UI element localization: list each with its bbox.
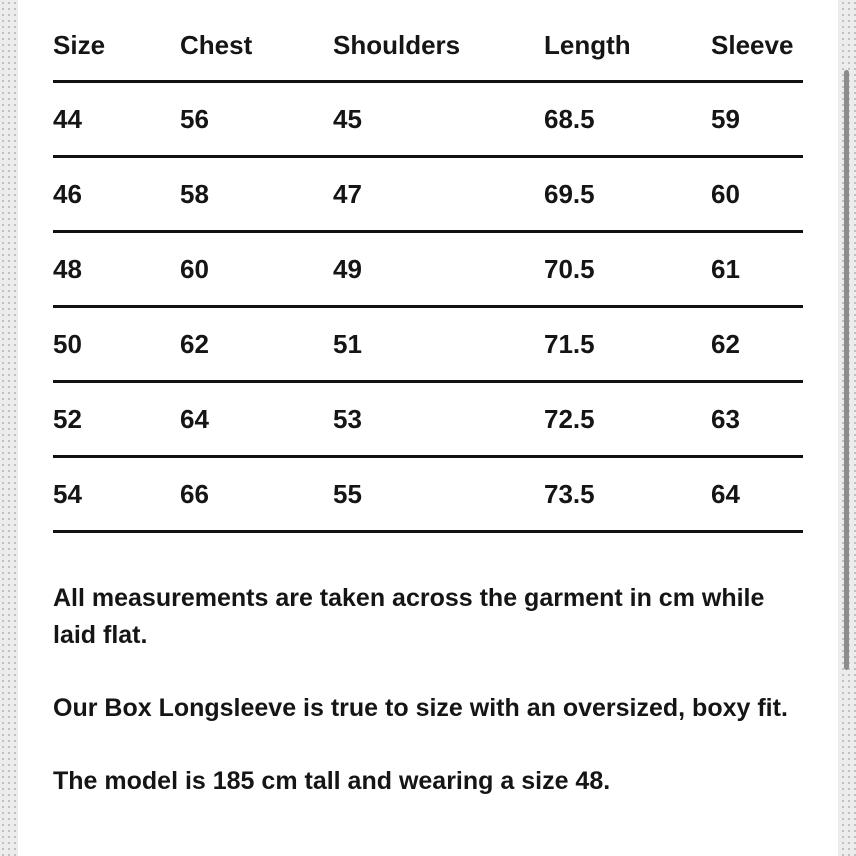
cell-size: 52 (53, 403, 82, 434)
model-note: The model is 185 cm tall and wearing a size 48. (53, 767, 611, 795)
size-notes (53, 580, 813, 836)
cell-sleeve: 60 (711, 178, 740, 209)
size-chart-table (53, 10, 803, 533)
cell-sleeve: 61 (711, 253, 740, 284)
table-row (53, 308, 803, 383)
cell-sleeve: 64 (711, 478, 740, 509)
cell-shoulders: 49 (333, 253, 362, 284)
header-chest: Chest (180, 29, 253, 60)
cell-chest: 58 (180, 178, 209, 209)
cell-chest: 56 (180, 103, 209, 134)
header-sleeve: Sleeve (711, 29, 794, 60)
header-length: Length (544, 29, 631, 60)
cell-shoulders: 47 (333, 178, 362, 209)
cell-chest: 66 (180, 478, 209, 509)
cell-size: 50 (53, 328, 82, 359)
cell-size: 44 (53, 103, 82, 134)
cell-length: 73.5 (544, 478, 595, 509)
cell-shoulders: 53 (333, 403, 362, 434)
cell-sleeve: 59 (711, 103, 740, 134)
table-row (53, 458, 803, 533)
table-row (53, 233, 803, 308)
cell-shoulders: 45 (333, 103, 362, 134)
cell-chest: 62 (180, 328, 209, 359)
table-row (53, 83, 803, 158)
cell-length: 71.5 (544, 328, 595, 359)
cell-size: 48 (53, 253, 82, 284)
cell-size: 54 (53, 478, 82, 509)
cell-length: 69.5 (544, 178, 595, 209)
cell-shoulders: 51 (333, 328, 362, 359)
vertical-scrollbar[interactable] (844, 70, 849, 670)
cell-length: 70.5 (544, 253, 595, 284)
cell-chest: 64 (180, 403, 209, 434)
cell-sleeve: 62 (711, 328, 740, 359)
header-size: Size (53, 29, 106, 60)
cell-length: 72.5 (544, 403, 595, 434)
table-header-row (53, 10, 803, 83)
cell-chest: 60 (180, 253, 209, 284)
measurement-note: All measurements are taken across the garment in cm while laid flat. (53, 584, 765, 649)
cell-size: 46 (53, 178, 82, 209)
table-row (53, 383, 803, 458)
cell-length: 68.5 (544, 103, 595, 134)
cell-shoulders: 55 (333, 478, 362, 509)
fit-note: Our Box Longsleeve is true to size with an oversized, boxy fit. (53, 694, 788, 722)
table-row (53, 158, 803, 233)
cell-sleeve: 63 (711, 403, 740, 434)
header-shoulders: Shoulders (333, 29, 461, 60)
size-guide-card (18, 0, 838, 856)
